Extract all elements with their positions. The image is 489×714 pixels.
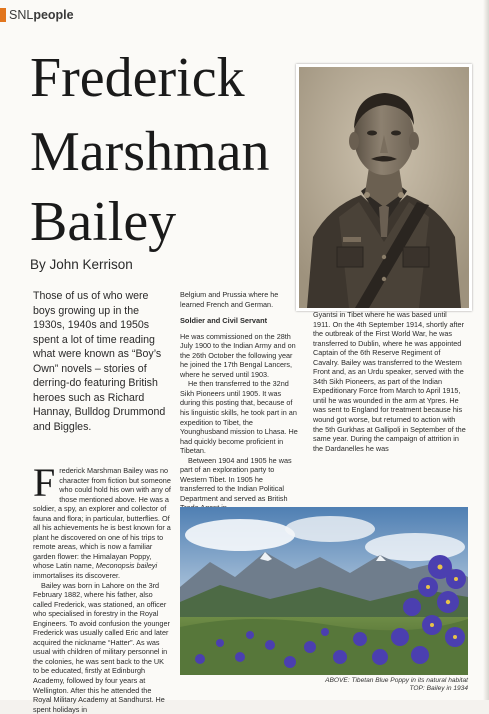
blue-poppy-photo [180, 507, 468, 675]
headline-line-2: Marshman [30, 121, 270, 183]
portrait-illustration [299, 67, 469, 308]
caption-line-above: ABOVE: Tibetan Blue Poppy in its natural habitat [325, 677, 468, 684]
article-column-3 [313, 310, 466, 453]
opening-text: rederick Marshman Bailey was no character from fiction but someone who could hold his own with any of those mentioned above. He was a soldier, a spy, an explorer and collector of fauna and flora; in particular, butterflies. Of all his achievements he is best known for a plant he discovered on one of his trips to remote areas, which is now a familiar garden flower: the Himalayan Poppy, whose Latin name, [33, 466, 171, 571]
intro-paragraph: Those of us of who were boys growing up in the 1930s, 1940s and 1950s spent a lot of time reading what were known as “Boy’s Own” novels – stories of derring-do featuring British heroes such as Richard Hannay, Bulldog Drummond and Biggles. [33, 290, 166, 433]
page-edge-shadow [483, 0, 489, 700]
paragraph: He was commissioned on the 28th July 1900 to the Indian Army and on the 26th October the following year he joined the 17th Bengal Lancers, where he served until 1903. [180, 331, 296, 379]
article-column-2 [180, 290, 298, 513]
section-tag [0, 8, 74, 22]
paragraph: He then transferred to the 32nd Sikh Pioneers until 1905. It was during this posting that, because of his linguistic skills, he took part in an expedition to Tibet, the Younghusband mission to Lhasa. He had quickly become proficient in Tibetan. [180, 379, 298, 456]
opening-text-end: immortalises its discoverer. [33, 571, 121, 581]
subheading: Soldier and Civil Servant [180, 316, 268, 326]
paragraph: Belgium and Prussia where he learned French and German. [180, 290, 279, 309]
paragraph: Gyantsi in Tibet where he was based until 1911. On the 4th September 1914, shortly after the outbreak of the First World War, he was transferred to Dublin, where he was appointed Captain of the 6th Reserve Regiment of Cavalry. Bailey was transferred to the Western Front and, as an Urdu speaker, served with the 34th Sikh Pioneers, as part of the Indian Expeditionary Force from March to April 1915, until he was wounded in the arm at Ypres. He was sent to England for treatment because his wound got worse, but returned to action with the 5th Gurkhas at Gallipoli in September of the same year. During the campaign of attrition in the Dardanelles he was [313, 310, 466, 453]
drop-cap: F [33, 460, 56, 505]
opening-paragraph [33, 460, 171, 581]
headline-line-3: Bailey [30, 191, 177, 253]
paragraph: Bailey was born in Lahore on the 3rd February 1882, where his father, also called Frederick, was stationed, an officer who specialised in forestry in the Royal Engineers. To avoid confusion the younger Frederick was usually called Eric and later acquired the nickname “Hatter”. As was usual with children of military personnel in the colonies, he was sent back to the UK to be educated, firstly at Edinburgh Academy, followed by four years at Wellington. After this he attended the Royal Military Academy at Sandhurst. He spent holidays in [33, 580, 170, 714]
latin-name: Meconopsis baileyi [95, 561, 158, 571]
portrait-photo [296, 64, 472, 311]
byline: By John Kerrison [30, 257, 133, 272]
caption-line-top: TOP: Bailey in 1934 [409, 685, 468, 693]
paragraph: Between 1904 and 1905 he was part of an exploration party to Western Tibet. In 1905 he transferred to the Indian Political Department and served as British [180, 455, 292, 503]
landscape-illustration [180, 507, 468, 675]
section-label: SNLpeople [9, 8, 74, 22]
headline-line-1: Frederick [30, 47, 245, 109]
section-accent-bar [0, 8, 6, 22]
article-column-1 [33, 460, 171, 714]
photo-caption [180, 677, 468, 693]
